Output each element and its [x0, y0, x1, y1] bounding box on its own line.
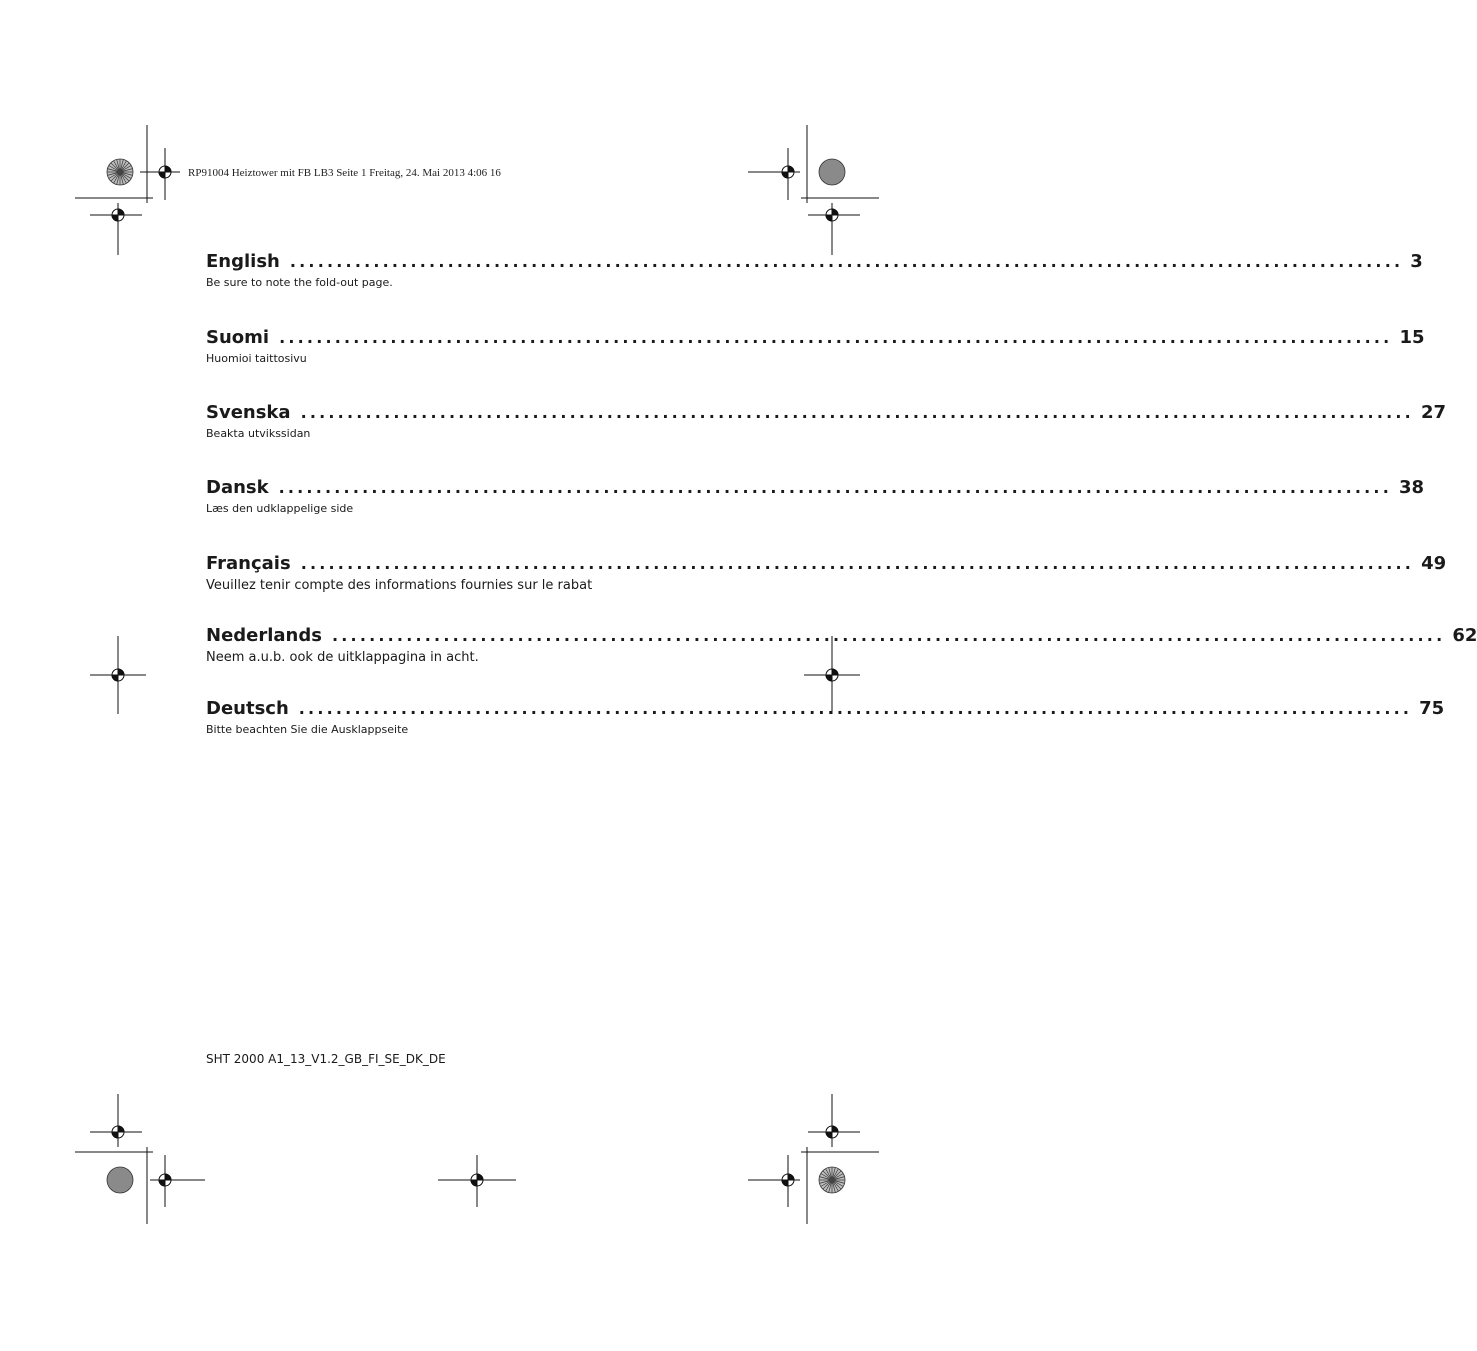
registration-mark-bottom-center — [438, 1155, 516, 1207]
toc-title: Deutsch — [206, 698, 289, 719]
toc-page-number: 62 — [1452, 625, 1477, 646]
toc-note: Neem a.u.b. ook de uitklappagina in acht. — [206, 650, 479, 665]
toc-entry-deutsch[interactable] — [206, 697, 1445, 737]
toc-page-number: 38 — [1398, 477, 1425, 498]
dot-leader: ........................................................................................................................ — [300, 403, 1414, 422]
registration-mark-bottom-right — [748, 1094, 879, 1224]
registration-mark-top-left — [75, 125, 180, 255]
toc-page-number: 75 — [1419, 698, 1445, 719]
dot-leader: ........................................................................................................................ — [300, 554, 1415, 573]
dot-leader: ........................................................................................................................ — [279, 328, 1393, 347]
toc-note: Bitte beachten Sie die Ausklappseite — [206, 723, 409, 736]
registration-mark-top-right — [748, 125, 879, 255]
toc-title: Dansk — [206, 477, 269, 498]
toc-entry-suomi[interactable] — [206, 326, 1425, 366]
toc-title: Nederlands — [206, 625, 322, 646]
dot-leader: ........................................................................................................................ — [278, 478, 1392, 497]
toc-title: Suomi — [206, 327, 270, 348]
toc-title: English — [206, 251, 280, 272]
toc-title: Svenska — [206, 402, 291, 423]
document-code: SHT 2000 A1_13_V1.2_GB_FI_SE_DK_DE — [206, 1052, 446, 1066]
toc-entry-nederlands[interactable] — [206, 624, 1477, 666]
toc-title: Français — [206, 553, 291, 574]
toc-entry-svenska[interactable] — [206, 401, 1446, 441]
toc-page-number: 27 — [1420, 402, 1446, 423]
registration-mark-middle-left — [90, 636, 146, 714]
dot-leader: ........................................................................................................................ — [289, 252, 1404, 271]
registration-mark-bottom-left — [75, 1094, 205, 1224]
toc-page-number: 49 — [1421, 553, 1447, 574]
toc-note: Huomioi taittosivu — [206, 352, 307, 365]
toc-entry-english[interactable] — [206, 250, 1423, 290]
toc-note: Læs den udklappelige side — [206, 502, 354, 515]
toc-note: Be sure to note the fold-out page. — [206, 276, 393, 289]
toc-entry-francais[interactable] — [206, 552, 1447, 594]
print-header: RP91004 Heiztower mit FB LB3 Seite 1 Freitag, 24. Mai 2013 4:06 16 — [188, 167, 501, 179]
toc-note: Veuillez tenir compte des informations fournies sur le rabat — [206, 578, 593, 593]
dot-leader: ........................................................................................................................ — [331, 626, 1446, 645]
toc-note: Beakta utvikssidan — [206, 427, 311, 440]
toc-page-number: 15 — [1399, 327, 1425, 348]
toc-entry-dansk[interactable] — [206, 476, 1425, 516]
toc-page-number: 3 — [1410, 251, 1423, 272]
dot-leader: ........................................................................................................................ — [298, 699, 1413, 718]
